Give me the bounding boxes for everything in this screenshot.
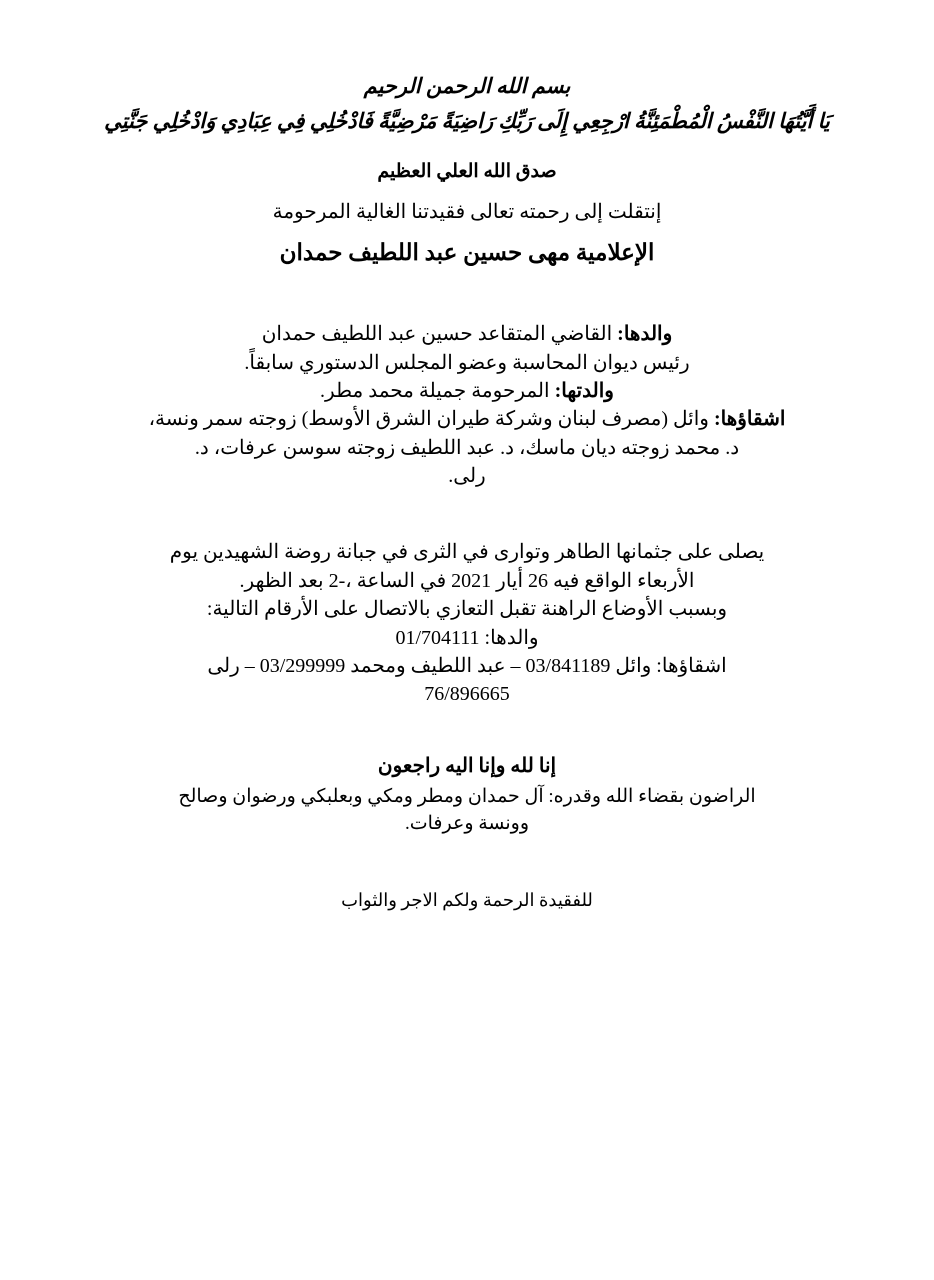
father-phone-row bbox=[68, 624, 866, 652]
verse-attestation: صدق الله العلي العظيم bbox=[377, 161, 557, 183]
extra-phone-number: 76/896665 bbox=[424, 683, 510, 706]
basmala-line: بسم الله الرحمن الرحيم bbox=[363, 74, 571, 98]
siblings-phone-row bbox=[68, 652, 866, 680]
mother-row bbox=[70, 377, 864, 405]
footer-blessing: للفقيدة الرحمة ولكم الاجر والثواب bbox=[341, 889, 593, 910]
siblings-line-3: رلى. bbox=[448, 465, 486, 488]
siblings-label: اشقاؤها: bbox=[713, 408, 786, 431]
family-details bbox=[40, 320, 894, 490]
siblings-phone-label: اشقاؤها: bbox=[656, 655, 727, 678]
father-phone-label: والدها: bbox=[484, 626, 539, 649]
father-label: والدها: bbox=[617, 323, 673, 346]
quran-verse: يَا أَيَّتُهَا النَّفْسُ الْمُطْمَئِنَّةُ ارْجِعِي إِلَى رَبِّكِ رَاضِيَةً مَرْضِيَّةً فَادْخُلِي فِي عِبَادِي وَادْخُلِي جَنَّتِي bbox=[104, 108, 830, 133]
siblings-row bbox=[70, 405, 864, 433]
father-row bbox=[70, 320, 864, 348]
mourners-line-2: وونسة وعرفات. bbox=[404, 812, 530, 834]
burial-line-2: الأربعاء الواقع فيه 26 أيار 2021 في الساعة ،-2 بعد الظهر. bbox=[239, 569, 695, 592]
burial-details bbox=[40, 538, 894, 708]
father-phone-number: 01/704111 bbox=[395, 626, 480, 649]
inna-lillah-line: إنا لله وإنا اليه راجعون bbox=[377, 754, 557, 777]
siblings-phone-numbers: وائل 03/841189 – عبد اللطيف ومحمد 03/299999 – رلى bbox=[207, 655, 652, 678]
siblings-line-2: د. محمد زوجته ديان ماسك، د. عبد اللطيف زوجته سوسن عرفات، د. bbox=[194, 436, 740, 459]
father-title: رئيس ديوان المحاسبة وعضو المجلس الدستوري سابقاً. bbox=[244, 351, 690, 374]
deceased-name: الإعلامية مهى حسين عبد اللطيف حمدان bbox=[279, 240, 655, 266]
mourners-block bbox=[40, 784, 894, 838]
mourners-line-1: الراضون بقضاء الله وقدره: آل حمدان ومطر ومكي وبعلبكي ورضوان وصالح bbox=[178, 785, 756, 807]
mother-value: المرحومة جميلة محمد مطر. bbox=[320, 379, 550, 402]
father-value: القاضي المتقاعد حسين عبد اللطيف حمدان bbox=[261, 323, 613, 346]
announcement-line: إنتقلت إلى رحمته تعالى فقيدتنا الغالية المرحومة bbox=[272, 201, 662, 224]
condolences-note: وبسبب الأوضاع الراهنة تقبل التعازي بالاتصال على الأرقام التالية: bbox=[206, 598, 728, 621]
burial-line-1: يصلى على جثمانها الطاهر وتوارى في الثرى في جبانة روضة الشهيدين يوم bbox=[169, 541, 765, 564]
mother-label: والدتها: bbox=[554, 379, 614, 402]
siblings-line-1: وائل (مصرف لبنان وشركة طيران الشرق الأوسط) زوجته سمر ونسة، bbox=[148, 408, 709, 431]
